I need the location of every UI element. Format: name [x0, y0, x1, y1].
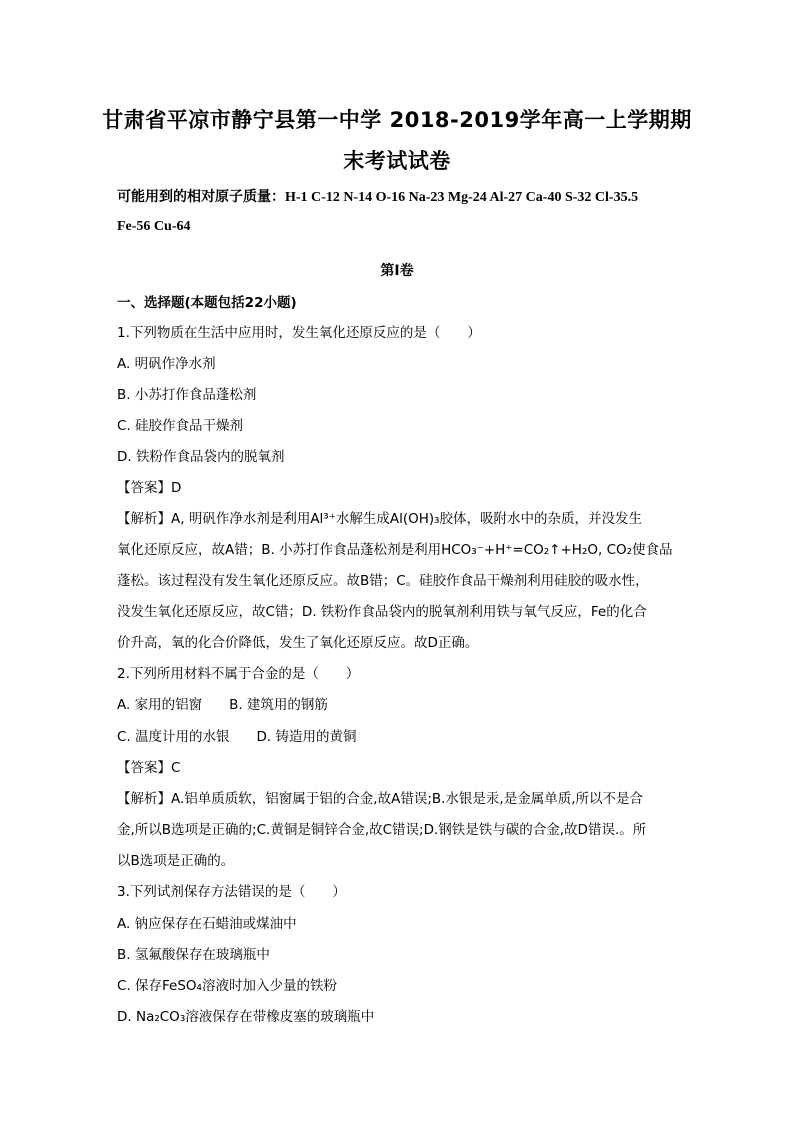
q1-analysis-line5: 价升高，氧的化合价降低，发生了氧化还原反应。故D正确。 — [117, 635, 479, 651]
q1-analysis-line1: 【解析】A, 明矾作净水剂是利用Al³⁺水解生成Al(OH)₃胶体，吸附水中的杂质，并没发生 — [117, 511, 643, 527]
q1-option-d: D. 铁粉作食品袋内的脱氧剂 — [117, 449, 285, 465]
q3-option-d: D. Na₂CO₃溶液保存在带橡皮塞的玻璃瓶中 — [117, 1009, 375, 1025]
q1-analysis-line4: 没发生氧化还原反应，故C错；D. 铁粉作食品袋内的脱氧剂利用铁与氧气反应，Fe的化合 — [117, 604, 647, 620]
q1-analysis-line3: 蓬松。该过程没有发生氧化还原反应。故B错；C。硅胶作食品干燥剂利用硅胶的吸水性， — [117, 573, 649, 589]
volume-title: 第Ⅰ卷 — [380, 263, 414, 279]
q2-analysis-line2: 金,所以B选项是正确的;C.黄铜是铜锌合金,故C错误;D.钢铁是铁与碳的合金,故D错误.。所 — [117, 822, 647, 838]
q3-option-a: A. 钠应保存在石蜡油或煤油中 — [117, 916, 297, 932]
q1-option-a: A. 明矾作净水剂 — [117, 356, 216, 372]
q2-options-ab: A. 家用的铝窗 B. 建筑用的钢筋 — [117, 697, 328, 713]
q2-answer: 【答案】C — [117, 760, 181, 776]
atomic-mass-line2: Fe-56 Cu-64 — [117, 219, 191, 234]
section-title: 一、选择题(本题包括22小题) — [117, 295, 297, 311]
atomic-mass-line1: 可能用到的相对原子质量：H-1 C-12 N-14 O-16 Na-23 Mg-24 Al-27 Ca-40 S-32 Cl-35.5 — [117, 190, 639, 205]
q1-answer: 【答案】D — [117, 480, 182, 496]
q3-stem: 3.下列试剂保存方法错误的是（ ） — [117, 884, 346, 900]
q1-analysis-line2: 氧化还原反应，故A错；B. 小苏打作食品蓬松剂是利用HCO₃⁻+H⁺=CO₂↑+H₂O, CO₂使食品 — [117, 542, 673, 558]
q1-option-c: C. 硅胶作食品干燥剂 — [117, 418, 244, 434]
q1-option-b: B. 小苏打作食品蓬松剂 — [117, 387, 257, 403]
q2-options-cd: C. 温度计用的水银 D. 铸造用的黄铜 — [117, 729, 357, 745]
q1-stem: 1.下列物质在生活中应用时，发生氧化还原反应的是（ ） — [117, 325, 481, 341]
paper-title-line1: 甘肃省平凉市静宁县第一中学 2018-2019学年高一上学期期 — [102, 108, 692, 132]
paper-title-line2: 末考试试卷 — [343, 149, 451, 173]
q3-option-c: C. 保存FeSO₄溶液时加入少量的铁粉 — [117, 978, 337, 994]
q3-option-b: B. 氢氟酸保存在玻璃瓶中 — [117, 947, 270, 963]
q2-analysis-line1: 【解析】A.铝单质质软，铝窗属于铝的合金,故A错误;B.水银是汞,是金属单质,所以不是合 — [117, 791, 643, 807]
q2-analysis-line3: 以B选项是正确的。 — [117, 853, 235, 869]
q2-stem: 2.下列所用材料不属于合金的是（ ） — [117, 666, 360, 682]
